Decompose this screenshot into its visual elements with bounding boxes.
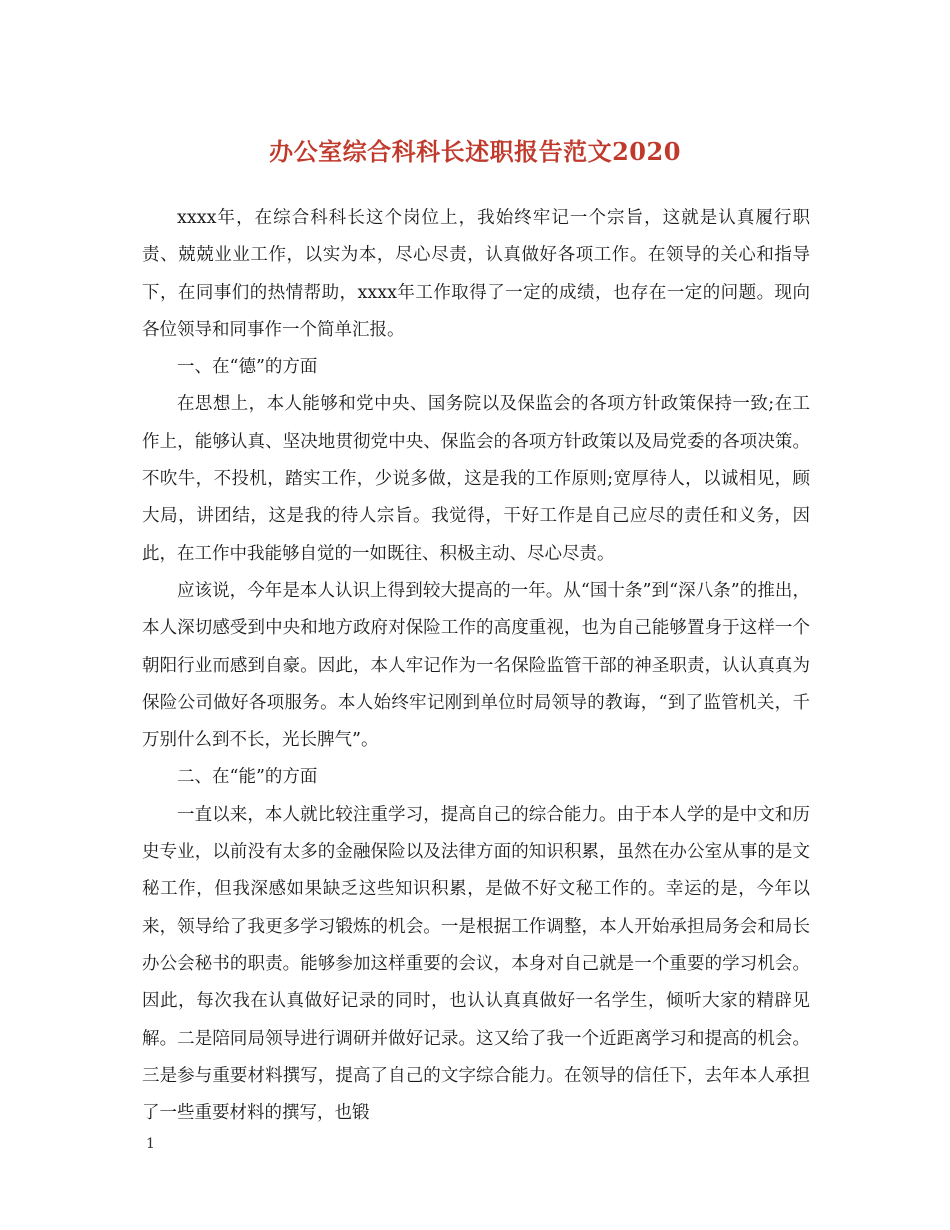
document-title: 办公室综合科科长述职报告范文2020 (269, 137, 681, 166)
paragraph-awareness: 应该说，今年是本人认识上得到较大提高的一年。从“国十条”到“深八条”的推出，本人深切感受到中央和地方政府对保险工作的高度重视，也为自己能够置身于这样一个朝阳行业而感到自豪。因此，本人牢记作为一名保险监管干部的神圣职责，认认真真为保险公司做好各项服务。本人始终牢记刚到单位时局领导的教诲，“到了监管机关，千万别什么到不长，光长脾气”。 (142, 580, 810, 751)
section-heading-de: 一、在“德”的方面 (177, 357, 318, 378)
page-number: 1 (146, 1136, 155, 1152)
document-body (142, 200, 810, 1132)
paragraph-learning: 一直以来，本人就比较注重学习，提高自己的综合能力。由于本人学的是中文和历史专业，以前没有太多的金融保险以及法律方面的知识积累，虽然在办公室从事的是文秘工作，但我深感如果缺乏这些知识积累，是做不好文秘工作的。幸运的是，今年以来，领导给了我更多学习锻炼的机会。一是根据工作调整，本人开始承担局务会和局长办公会秘书的职责。能够参加这样重要的会议，本身对自己就是一个重要的学习机会。因此，每次我在认真做好记录的同时，也认认真真做好一名学生，倾听大家的精辟见解。二是陪同局领导进行调研并做好记录。这又给了我一个近距离学习和提高的机会。三是参与重要材料撰写，提高了自己的文字综合能力。在领导的信任下，去年本人承担了一些重要材料的撰写，也锻 (142, 804, 810, 1124)
section-heading-neng: 二、在“能”的方面 (177, 767, 318, 788)
paragraph-ideology: 在思想上，本人能够和党中央、国务院以及保监会的各项方针政策保持一致;在工作上，能够认真、坚决地贯彻党中央、保监会的各项方针政策以及局党委的各项决策。不吹牛，不投机，踏实工作，少说多做，这是我的工作原则;宽厚待人，以诚相见，顾大局，讲团结，这是我的待人宗旨。我觉得，干好工作是自己应尽的责任和义务，因此，在工作中我能够自觉的一如既往、积极主动、尽心尽责。 (142, 394, 810, 564)
paragraph-intro: xxxx年，在综合科科长这个岗位上，我始终牢记一个宗旨，这就是认真履行职责、兢兢业业工作，以实为本，尽心尽责，认真做好各项工作。在领导的关心和指导下，在同事们的热情帮助，xxxx年工作取得了一定的成绩，也存在一定的问题。现向各位领导和同事作一个简单汇报。 (142, 208, 810, 340)
